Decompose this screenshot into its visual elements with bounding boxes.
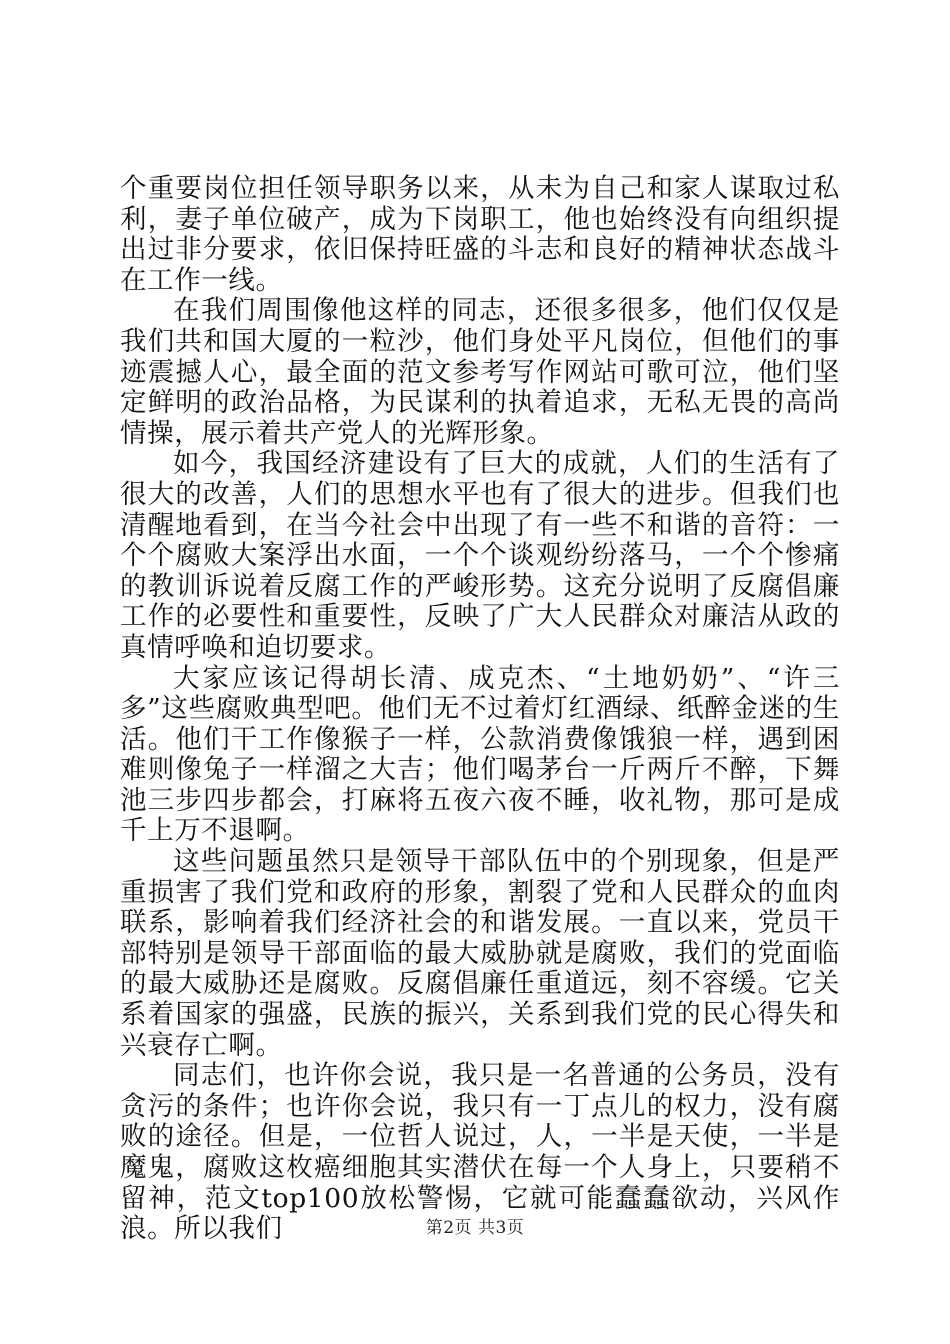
page-footer: 第2页 共3页 [425,1218,525,1238]
paragraph-3: 如今，我国经济建设有了巨大的成就，人们的生活有了很大的改善，人们的思想水平也有了很大的进步。但我们也清醒地看到，在当今社会中出现了有一些不和谐的音符：一个个腐败大案浮出水面，一个个谈观纷纷落马，一个个惨痛的教训诉说着反腐工作的严峻形势。这充分说明了反腐倡廉工作的必要性和重要性，反映了广大人民群众对廉洁从政的真情呼唤和迫切要求。 [120,448,840,663]
document-body [120,174,840,1245]
paragraph-2: 在我们周围像他这样的同志，还很多很多，他们仅仅是我们共和国大厦的一粒沙，他们身处平凡岗位，但他们的事迹震撼人心，最全面的范文参考写作网站可歌可泣，他们坚定鲜明的政治品格，为民谋利的执着追求，无私无畏的高尚情操，展示着共产党人的光辉形象。 [120,295,840,449]
paragraph-1: 个重要岗位担任领导职务以来，从未为自己和家人谋取过私利，妻子单位破产，成为下岗职工，他也始终没有向组织提出过非分要求，依旧保持旺盛的斗志和良好的精神状态战斗在工作一线。 [120,173,840,296]
paragraph-6: 同志们，也许你会说，我只是一名普通的公务员，没有贪污的条件；也许你会说，我只有一丁点儿的权力，没有腐败的途径。但是，一位哲人说过，人，一半是天使，一半是魔鬼，腐败这枚癌细胞其实潜伏在每一个人身上，只要稍不留神，范文top100放松警惕，它就可能蠢蠢欲动，兴风作浪。所以我们 [120,1060,840,1245]
paragraph-4: 大家应该记得胡长清、成克杰、“土地奶奶”、“许三多”这些腐败典型吧。他们无不过着灯红酒绿、纸醉金迷的生活。他们干工作像猴子一样，公款消费像饿狼一样，遇到困难则像兔子一样溜之大吉；他们喝茅台一斤两斤不醉，下舞池三步四步都会，打麻将五夜六夜不睡，收礼物，那可是成千上万不退啊。 [120,662,840,847]
paragraph-5: 这些问题虽然只是领导干部队伍中的个别现象，但是严重损害了我们党和政府的形象，割裂了党和人民群众的血肉联系，影响着我们经济社会的和谐发展。一直以来，党员干部特别是领导干部面临的最大威胁就是腐败，我们的党面临的最大威胁还是腐败。反腐倡廉任重道远，刻不容缓。它关系着国家的强盛，民族的振兴，关系到我们党的民心得失和兴衰存亡啊。 [120,846,840,1061]
